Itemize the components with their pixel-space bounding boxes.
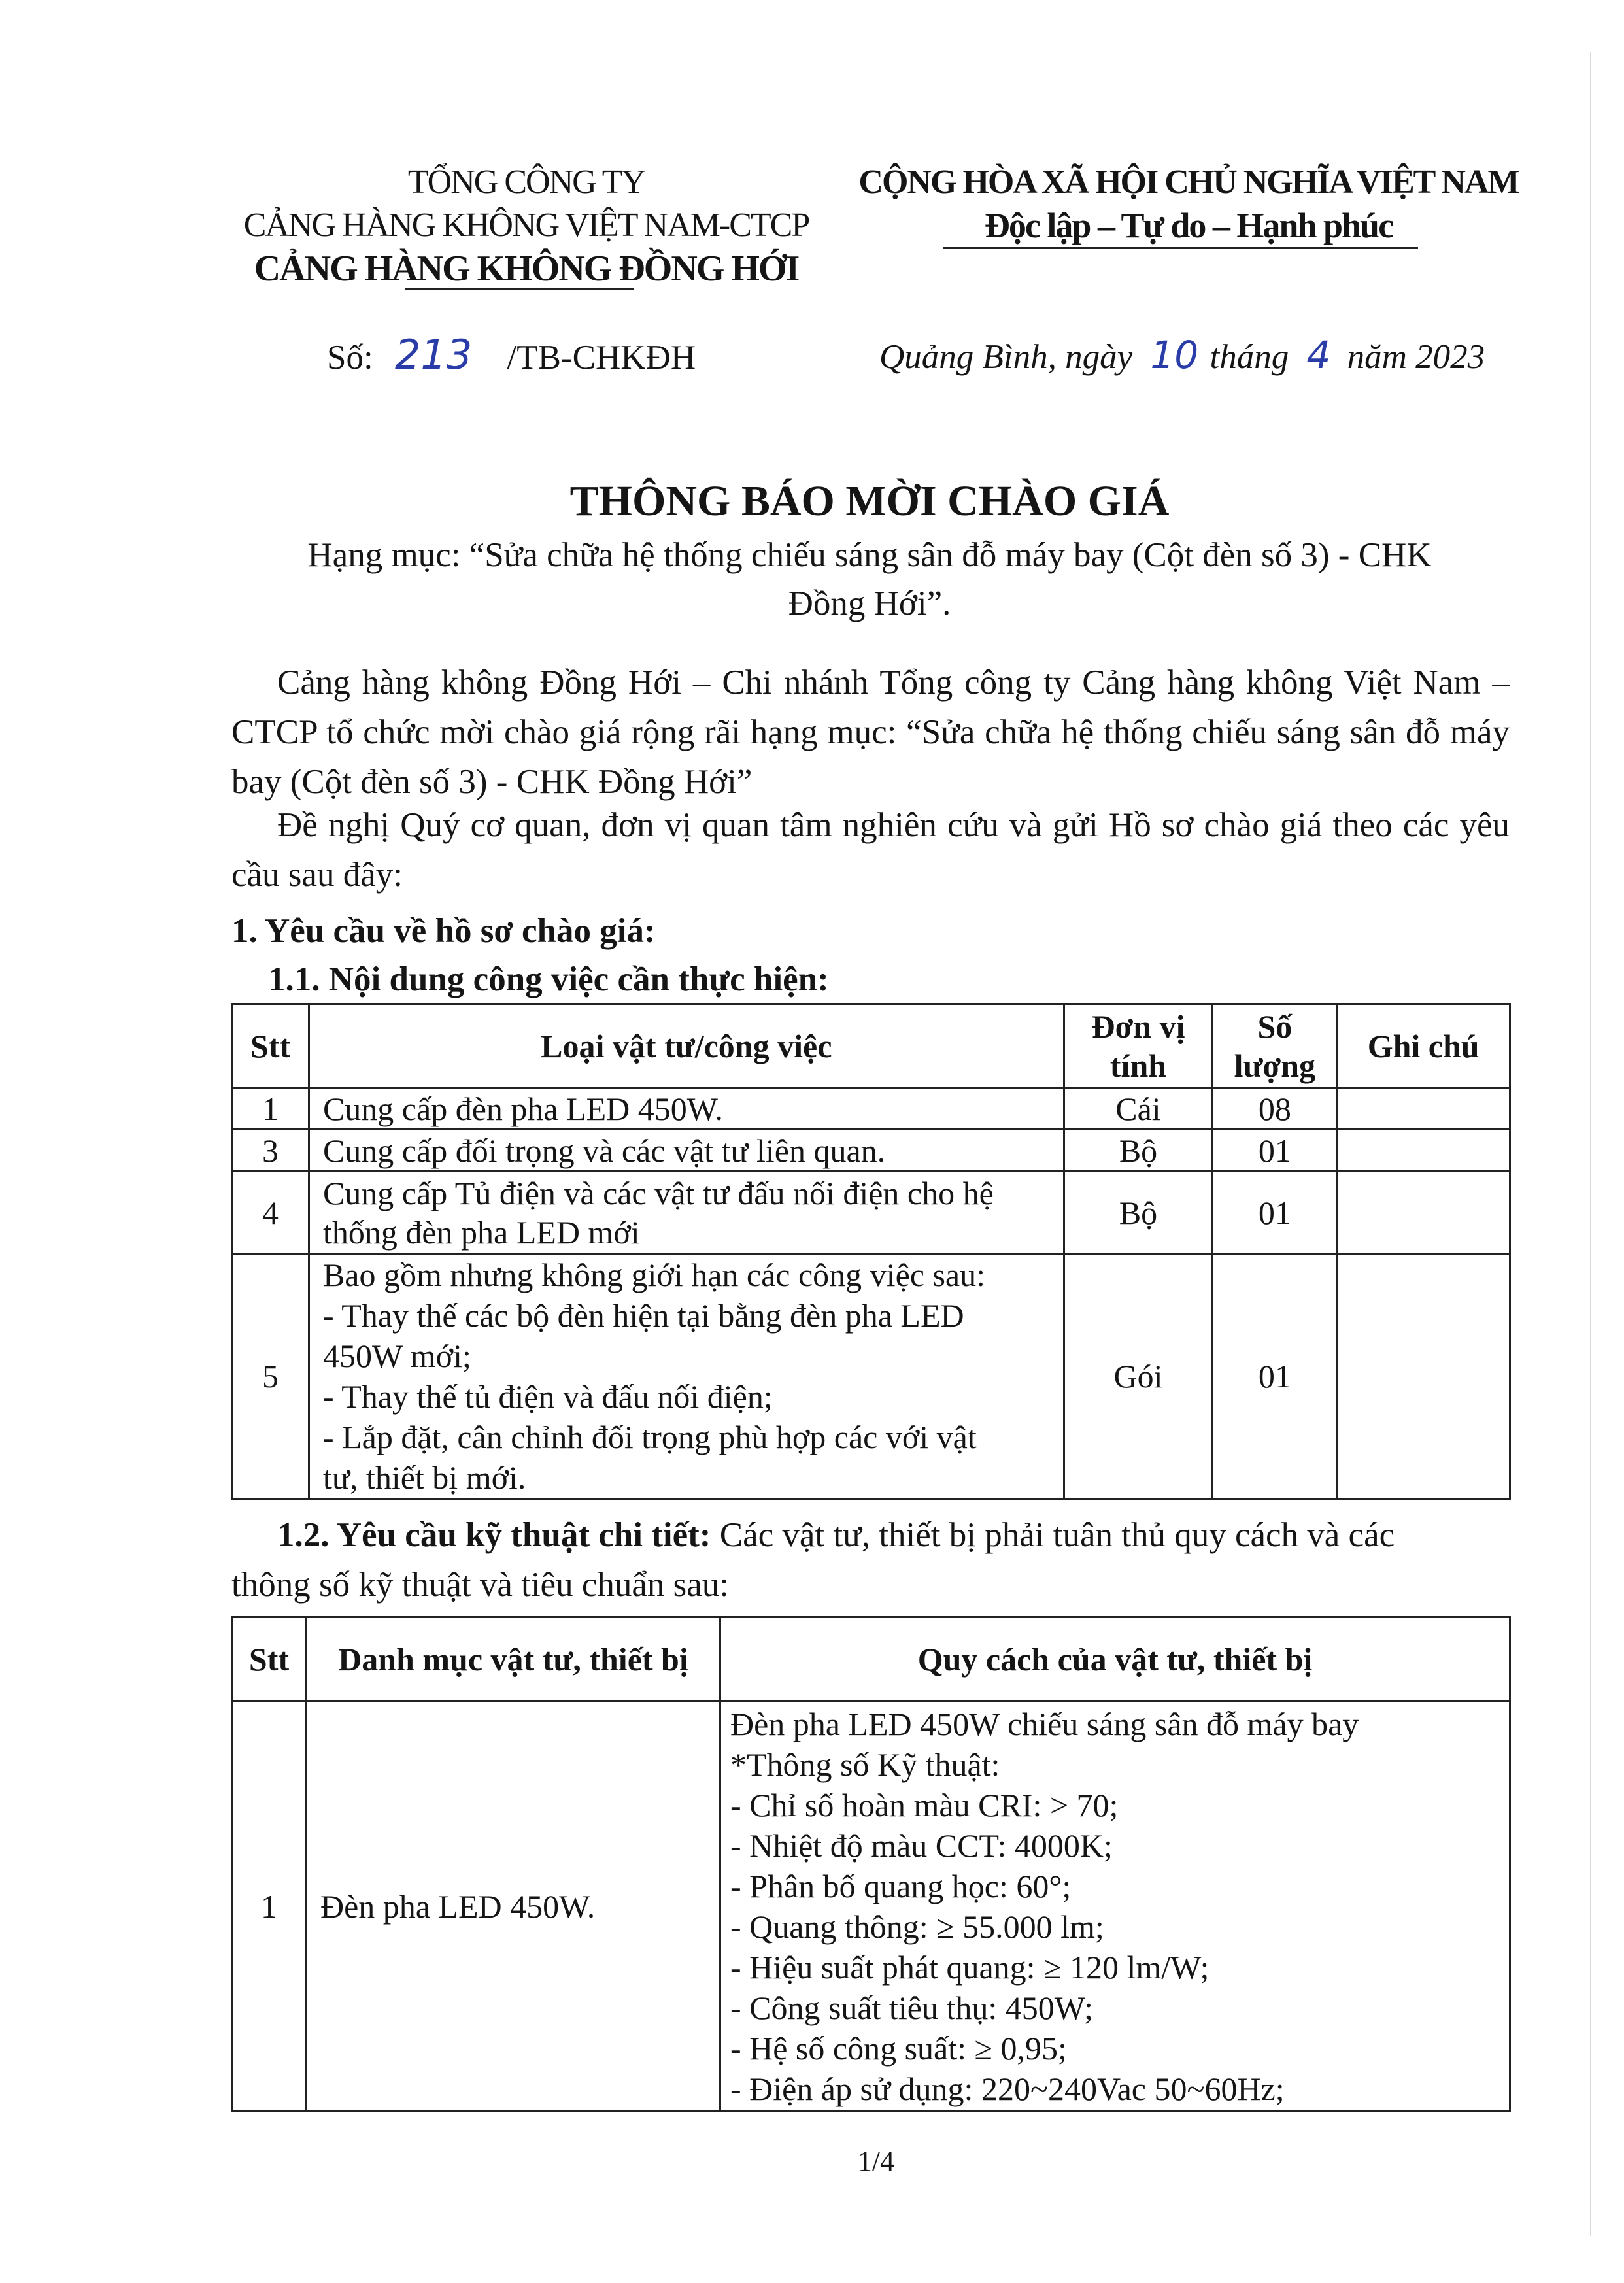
page-number: 1/4	[857, 2145, 895, 2177]
cell-note	[1337, 1130, 1510, 1172]
col-item: Loại vật tư/công việc	[309, 1004, 1064, 1088]
subtitle-line-1: Hạng mục: “Sửa chữa hệ thống chiếu sáng sân đỗ máy bay (Cột đèn số 3) - CHK	[307, 536, 1432, 574]
cell-unit: Bộ	[1064, 1130, 1213, 1172]
motto: Độc lập – Tự do – Hạnh phúc	[984, 206, 1393, 245]
table-header-row	[232, 1004, 1510, 1088]
cell-note	[1337, 1088, 1510, 1130]
cell-item	[309, 1254, 1064, 1499]
table-row	[232, 1130, 1510, 1172]
cell-item-line: Cung cấp Tủ điện và các vật tư đấu nối điện cho hệ	[322, 1174, 994, 1211]
section-1-2-line-2: thông số kỹ thuật và tiêu chuẩn sau:	[231, 1566, 729, 1604]
cell-unit: Bộ	[1064, 1172, 1213, 1254]
org-parent: TỔNG CÔNG TY	[407, 163, 645, 201]
cell-qty: 08	[1213, 1088, 1337, 1130]
spec-line: *Thông số Kỹ thuật:	[730, 1746, 1000, 1783]
col-item: Danh mục vật tư, thiết bị	[306, 1617, 720, 1701]
spec-line: Đèn pha LED 450W chiếu sáng sân đỗ máy bay	[730, 1705, 1359, 1742]
cell-item: Cung cấp đối trọng và các vật tư liên quan.	[309, 1130, 1064, 1172]
spec-line: - Phân bố quang học: 60°;	[730, 1867, 1072, 1904]
section-1-2-text: Các vật tư, thiết bị phải tuân thủ quy cách và các	[719, 1516, 1395, 1554]
table-header-row	[232, 1617, 1510, 1701]
section-1-2-heading: 1.2. Yêu cầu kỹ thuật chi tiết:	[277, 1516, 711, 1554]
date-day: 10	[1150, 333, 1199, 377]
section-1-heading: 1. Yêu cầu về hồ sơ chào giá:	[231, 912, 656, 950]
cell-stt: 5	[232, 1254, 309, 1499]
org-parent-full: CẢNG HÀNG KHÔNG VIỆT NAM-CTCP	[243, 207, 809, 244]
cell-stt: 4	[232, 1172, 309, 1254]
col-stt: Stt	[232, 1004, 309, 1088]
table-row	[232, 1172, 1510, 1254]
ref-suffix: /TB-CHKĐH	[507, 339, 696, 377]
spec-line: - Công suất tiêu thụ: 450W;	[730, 1989, 1093, 2026]
cell-item	[309, 1172, 1064, 1254]
col-unit-line-1: Đơn vị	[1091, 1007, 1185, 1045]
cell-qty: 01	[1213, 1172, 1337, 1254]
cell-note	[1337, 1172, 1510, 1254]
cell-stt: 1	[232, 1088, 309, 1130]
table-row	[232, 1701, 1510, 2112]
date-month-word: tháng	[1210, 338, 1289, 376]
cell-item-line: - Thay thế các bộ đèn hiện tại bằng đèn pha LED	[322, 1297, 964, 1334]
scan-edge	[1590, 52, 1591, 2236]
header-right-rule	[943, 247, 1418, 249]
col-unit	[1064, 1004, 1213, 1088]
subtitle	[216, 531, 1523, 628]
cell-note	[1337, 1254, 1510, 1499]
header-left-rule	[405, 288, 634, 290]
col-spec: Quy cách của vật tư, thiết bị	[720, 1617, 1510, 1701]
specs-table	[231, 1616, 1511, 2112]
col-unit-line-2: tính	[1109, 1047, 1167, 1084]
ref-label: Số:	[327, 339, 373, 377]
col-stt: Stt	[232, 1617, 307, 1701]
cell-unit: Cái	[1064, 1088, 1213, 1130]
work-items-table	[231, 1003, 1511, 1500]
date-month: 4	[1306, 333, 1331, 377]
cell-item-line: 450W mới;	[322, 1338, 471, 1374]
section-1-2	[231, 1510, 1510, 1610]
header-left	[216, 161, 837, 290]
header-right	[856, 161, 1521, 247]
table-row	[232, 1254, 1510, 1499]
cell-item-line: Bao gồm nhưng không giới hạn các công việc sau:	[322, 1257, 985, 1293]
spec-line: - Nhiệt độ màu CCT: 4000K;	[730, 1827, 1113, 1864]
date-year: năm 2023	[1347, 338, 1485, 376]
col-qty-line-1: Số	[1257, 1007, 1293, 1045]
spec-line: - Điện áp sử dụng: 220~240Vac 50~60Hz;	[730, 2070, 1285, 2107]
spec-line: - Quang thông: ≥ 55.000 lm;	[730, 1908, 1104, 1945]
date-prefix: Quảng Bình, ngày	[879, 338, 1133, 376]
cell-unit: Gói	[1064, 1254, 1213, 1499]
subtitle-line-2: Đồng Hới”.	[788, 584, 951, 622]
cell-item: Đèn pha LED 450W.	[306, 1701, 720, 2112]
col-qty-line-2: lượng	[1234, 1047, 1316, 1084]
cell-qty: 01	[1213, 1130, 1337, 1172]
cell-item-line: - Lắp đặt, cân chỉnh đối trọng phù hợp các với vật	[322, 1419, 977, 1455]
spec-line: - Hệ số công suất: ≥ 0,95;	[730, 2029, 1067, 2067]
cell-stt: 1	[232, 1701, 307, 2112]
spec-line: - Hiệu suất phát quang: ≥ 120 lm/W;	[730, 1948, 1210, 1986]
cell-spec	[720, 1701, 1510, 2112]
page-title: THÔNG BÁO MỜI CHÀO GIÁ	[569, 477, 1170, 525]
cell-qty: 01	[1213, 1254, 1337, 1499]
cell-item-line: tư, thiết bị mới.	[322, 1459, 526, 1496]
org-name: CẢNG HÀNG KHÔNG ĐỒNG HỚI	[254, 248, 799, 289]
date-line	[879, 330, 1485, 382]
ref-handwritten-number: 213	[394, 331, 473, 379]
cell-item-line: thống đèn pha LED mới	[322, 1213, 640, 1251]
col-note: Ghi chú	[1337, 1004, 1510, 1088]
reference-number	[327, 330, 696, 382]
section-1-1-heading: 1.1. Nội dung công việc cần thực hiện:	[268, 960, 829, 998]
request-paragraph: Đề nghị Quý cơ quan, đơn vị quan tâm nghiên cứu và gửi Hồ sơ chào giá theo các yêu cầu sau đây:	[231, 806, 1510, 894]
cell-stt: 3	[232, 1130, 309, 1172]
intro-paragraph: Cảng hàng không Đồng Hới – Chi nhánh Tổng công ty Cảng hàng không Việt Nam – CTCP tổ chức mời chào giá rộng rãi hạng mục: “Sửa chữa hệ thống chiếu sáng sân đỗ máy bay (Cột đèn số 3) - CHK Đồng Hới”	[231, 664, 1510, 801]
cell-item: Cung cấp đèn pha LED 450W.	[309, 1088, 1064, 1130]
cell-item-line: - Thay thế tủ điện và đấu nối điện;	[322, 1378, 773, 1415]
section-1-2-line-1	[231, 1510, 1510, 1560]
spec-line: - Chỉ số hoàn màu CRI: > 70;	[730, 1786, 1119, 1823]
table-row	[232, 1088, 1510, 1130]
country-name: CỘNG HÒA XÃ HỘI CHỦ NGHĨA VIỆT NAM	[858, 163, 1519, 201]
col-qty	[1213, 1004, 1337, 1088]
